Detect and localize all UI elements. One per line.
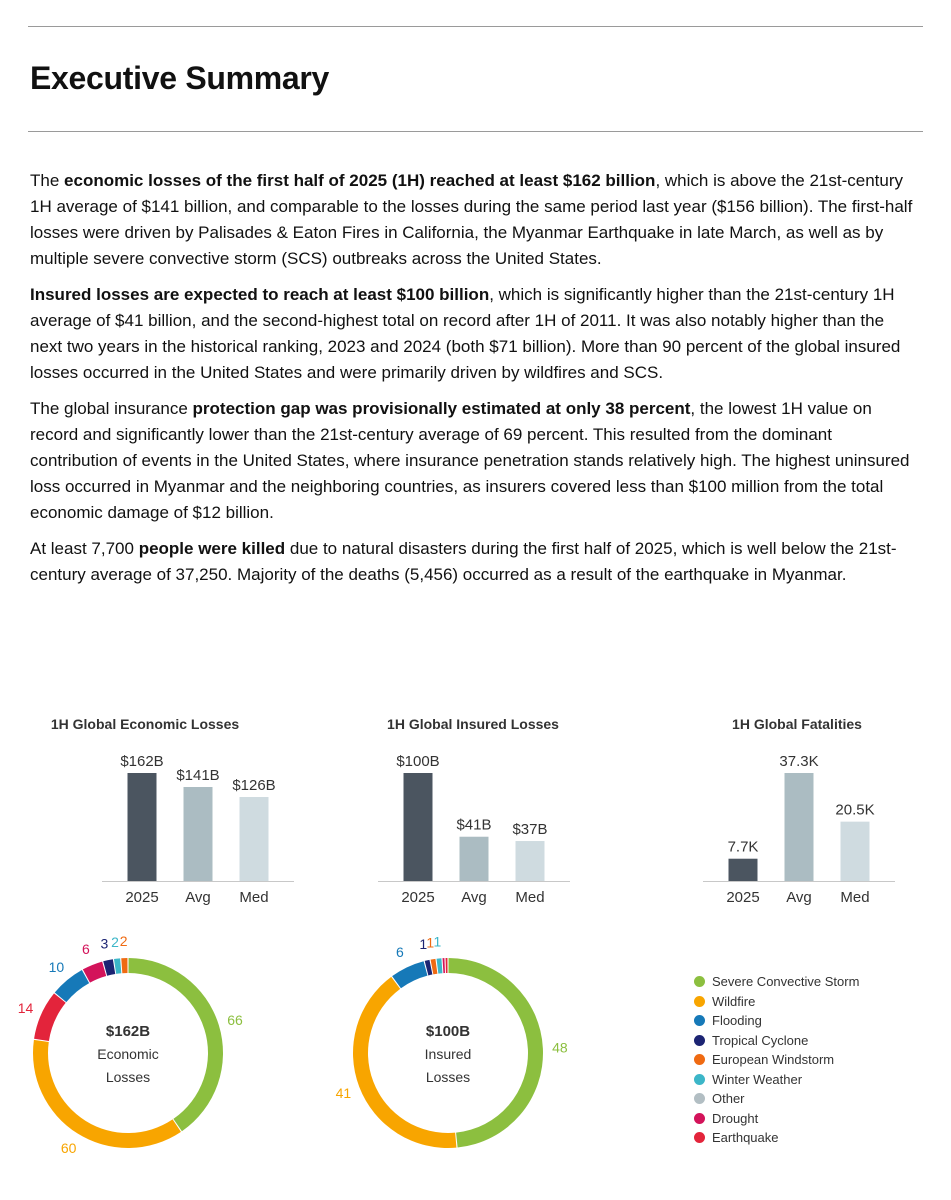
legend-label: Wildfire: [712, 993, 756, 1009]
slice-label-winter-weather: 2: [111, 933, 119, 950]
slice-label-severe-convective-storm: 48: [552, 1039, 568, 1056]
text-span: The: [30, 171, 65, 190]
bar-avg: [785, 773, 814, 881]
bar-avg: [460, 837, 489, 881]
legend-label: Earthquake: [712, 1130, 779, 1146]
legend-item-tropical-cyclone: [694, 1031, 859, 1051]
bar-value-label: $37B: [512, 821, 548, 839]
slice-label-drought: 6: [81, 941, 90, 958]
summary-text: [30, 168, 915, 598]
bar-value-label: 20.5K: [835, 801, 875, 819]
category-label: 2025: [401, 889, 435, 906]
bar-value-label: $141B: [176, 767, 220, 784]
donut-center-label: $100B: [425, 1023, 471, 1040]
insured-losses-chart-title: 1H Global Insured Losses: [387, 716, 559, 732]
legend-label: Other: [712, 1091, 745, 1107]
legend-label: Winter Weather: [712, 1071, 803, 1087]
bar-value-label: $41B: [456, 816, 492, 834]
donut-center-label: Losses: [425, 1069, 471, 1085]
bar-chart-economic-losses: [60, 740, 276, 915]
legend-swatch: [694, 1132, 705, 1143]
slice-earthquake: [34, 993, 66, 1041]
slice-label-european-windstorm: 2: [119, 933, 128, 950]
category-label: Med: [515, 889, 545, 906]
category-label: Avg: [461, 889, 487, 906]
donut-chart-economic-losses: [17, 933, 280, 1175]
legend-swatch: [694, 1113, 705, 1124]
donut-center-label: Losses: [105, 1069, 151, 1085]
slice-flooding: [392, 961, 427, 988]
slice-label-wildfire: 41: [335, 1084, 352, 1101]
bar-2025: [128, 773, 157, 881]
bold-span: people were killed: [138, 539, 286, 558]
slice-label-wildfire: 60: [60, 1139, 77, 1156]
legend-item-flooding: [694, 1011, 859, 1031]
legend-swatch: [694, 996, 705, 1007]
slice-severe-convective-storm: [128, 958, 223, 1131]
bold-span: economic losses of the first half of 2025 (1H) reached at least $162 billion: [64, 171, 656, 190]
top-rule: [28, 26, 923, 27]
legend-item-winter-weather: [694, 1070, 859, 1090]
legend-item-severe-convective-storm: [694, 972, 859, 992]
legend-swatch: [694, 976, 705, 987]
slice-european-windstorm: [121, 958, 127, 973]
legend-swatch: [694, 1074, 705, 1085]
bar-med: [240, 797, 269, 881]
slice-wildfire: [353, 977, 456, 1148]
page-title: Executive Summary: [30, 60, 330, 96]
legend-label: Drought: [712, 1110, 759, 1126]
slice-label-european-windstorm: 1: [426, 934, 435, 951]
slice-label-earthquake: 14: [17, 999, 34, 1016]
bar-avg: [184, 787, 213, 881]
legend-swatch: [694, 1093, 705, 1104]
bar-2025: [729, 859, 758, 881]
text-span: due to natural disasters during the first half of 2025, which is well below the 21st-century average of 37,250. Majority of the deaths (5,456) occurred as a result of the earthquake in Myanmar.: [30, 539, 897, 584]
slice-label-tropical-cyclone: 3: [100, 935, 109, 952]
legend-item-european-windstorm: [694, 1050, 859, 1070]
legend-swatch: [694, 1035, 705, 1046]
bold-span: protection gap was provisionally estimated at only 38 percent: [192, 399, 691, 418]
bar-value-label: $126B: [232, 777, 276, 794]
fatalities-chart-title: 1H Global Fatalities: [732, 716, 862, 732]
donut-center-label: Economic: [97, 1046, 159, 1062]
paragraph-protection-gap: [30, 396, 915, 526]
category-label: Avg: [185, 889, 211, 906]
bar-med: [516, 841, 545, 881]
category-label: Med: [239, 889, 269, 906]
paragraph-fatalities: [30, 536, 915, 588]
donut-center-label: Insured: [424, 1046, 472, 1062]
slice-drought: [443, 958, 445, 973]
legend-label: Severe Convective Storm: [712, 974, 860, 990]
category-label: Avg: [786, 889, 812, 906]
legend-swatch: [694, 1015, 705, 1026]
slice-winter-weather: [114, 958, 121, 974]
paragraph-economic-losses: [30, 168, 915, 272]
bar-2025: [404, 773, 433, 881]
title-rule: [28, 131, 923, 132]
legend-label: Tropical Cyclone: [712, 1032, 809, 1048]
legend-item-drought: [694, 1109, 859, 1129]
slice-winter-weather: [437, 958, 443, 973]
legend-item-other: [694, 1089, 859, 1109]
legend-label: Flooding: [712, 1013, 762, 1029]
slice-label-tropical-cyclone: 1: [419, 935, 428, 952]
slice-label-winter-weather: 1: [433, 933, 442, 950]
slice-label-flooding: 10: [48, 958, 65, 975]
legend-item-wildfire: [694, 992, 859, 1012]
category-label: Med: [840, 889, 870, 906]
bar-med: [841, 822, 870, 881]
text-span: The global insurance: [30, 399, 193, 418]
text-span: , which is above the 21st-century 1H average of $141 billion, and comparable to the losses during the same period last year ($156 billion). The first-half losses were driven by Palisades & Eaton Fires in California, the Myanmar Earthquake in late March, as well as by multiple severe convective storm (SCS) outbreaks across the United States.: [30, 171, 913, 268]
donut-chart-insured-losses: [335, 933, 600, 1175]
donut-legend: [694, 972, 859, 1148]
legend-label: European Windstorm: [712, 1052, 835, 1068]
legend-item-earthquake: [694, 1128, 859, 1148]
bar-value-label: 37.3K: [779, 753, 819, 770]
slice-earthquake: [446, 958, 448, 973]
economic-losses-chart-title: 1H Global Economic Losses: [50, 716, 240, 732]
bar-chart-insured-losses: [360, 740, 560, 915]
legend-swatch: [694, 1054, 705, 1065]
bar-value-label: 7.7K: [727, 838, 759, 856]
slice-label-severe-convective-storm: 66: [227, 1012, 243, 1029]
bar-value-label: $162B: [120, 753, 164, 770]
bold-span: Insured losses are expected to reach at least $100 billion: [30, 285, 490, 304]
paragraph-insured-losses: [30, 282, 915, 386]
category-label: 2025: [125, 889, 159, 906]
bar-chart-fatalities: [674, 740, 894, 915]
slice-label-flooding: 6: [395, 943, 404, 960]
text-span: At least 7,700: [30, 539, 139, 558]
category-label: 2025: [726, 889, 760, 906]
text-span: , which is significantly higher than the 21st-century 1H average of $41 billion, and the second-highest total on record after 1H of 2011. It was also notably higher than the next two years in the historical ranking, 2023 and 2024 (both $71 billion). More than 90 percent of the global insured losses occurred in the United States and were primarily driven by wildfires and SCS.: [30, 285, 901, 382]
text-span: , the lowest 1H value on record and significantly lower than the 21st-century average of 69 percent. This resulted from the dominant contribution of events in the United States, where insurance penetration stands relatively high. The highest uninsured loss occurred in Myanmar and the neighboring countries, as insurers covered less than $100 million from the total economic damage of $12 billion.: [30, 399, 910, 522]
donut-center-label: $162B: [105, 1023, 151, 1040]
bar-value-label: $100B: [396, 753, 440, 770]
